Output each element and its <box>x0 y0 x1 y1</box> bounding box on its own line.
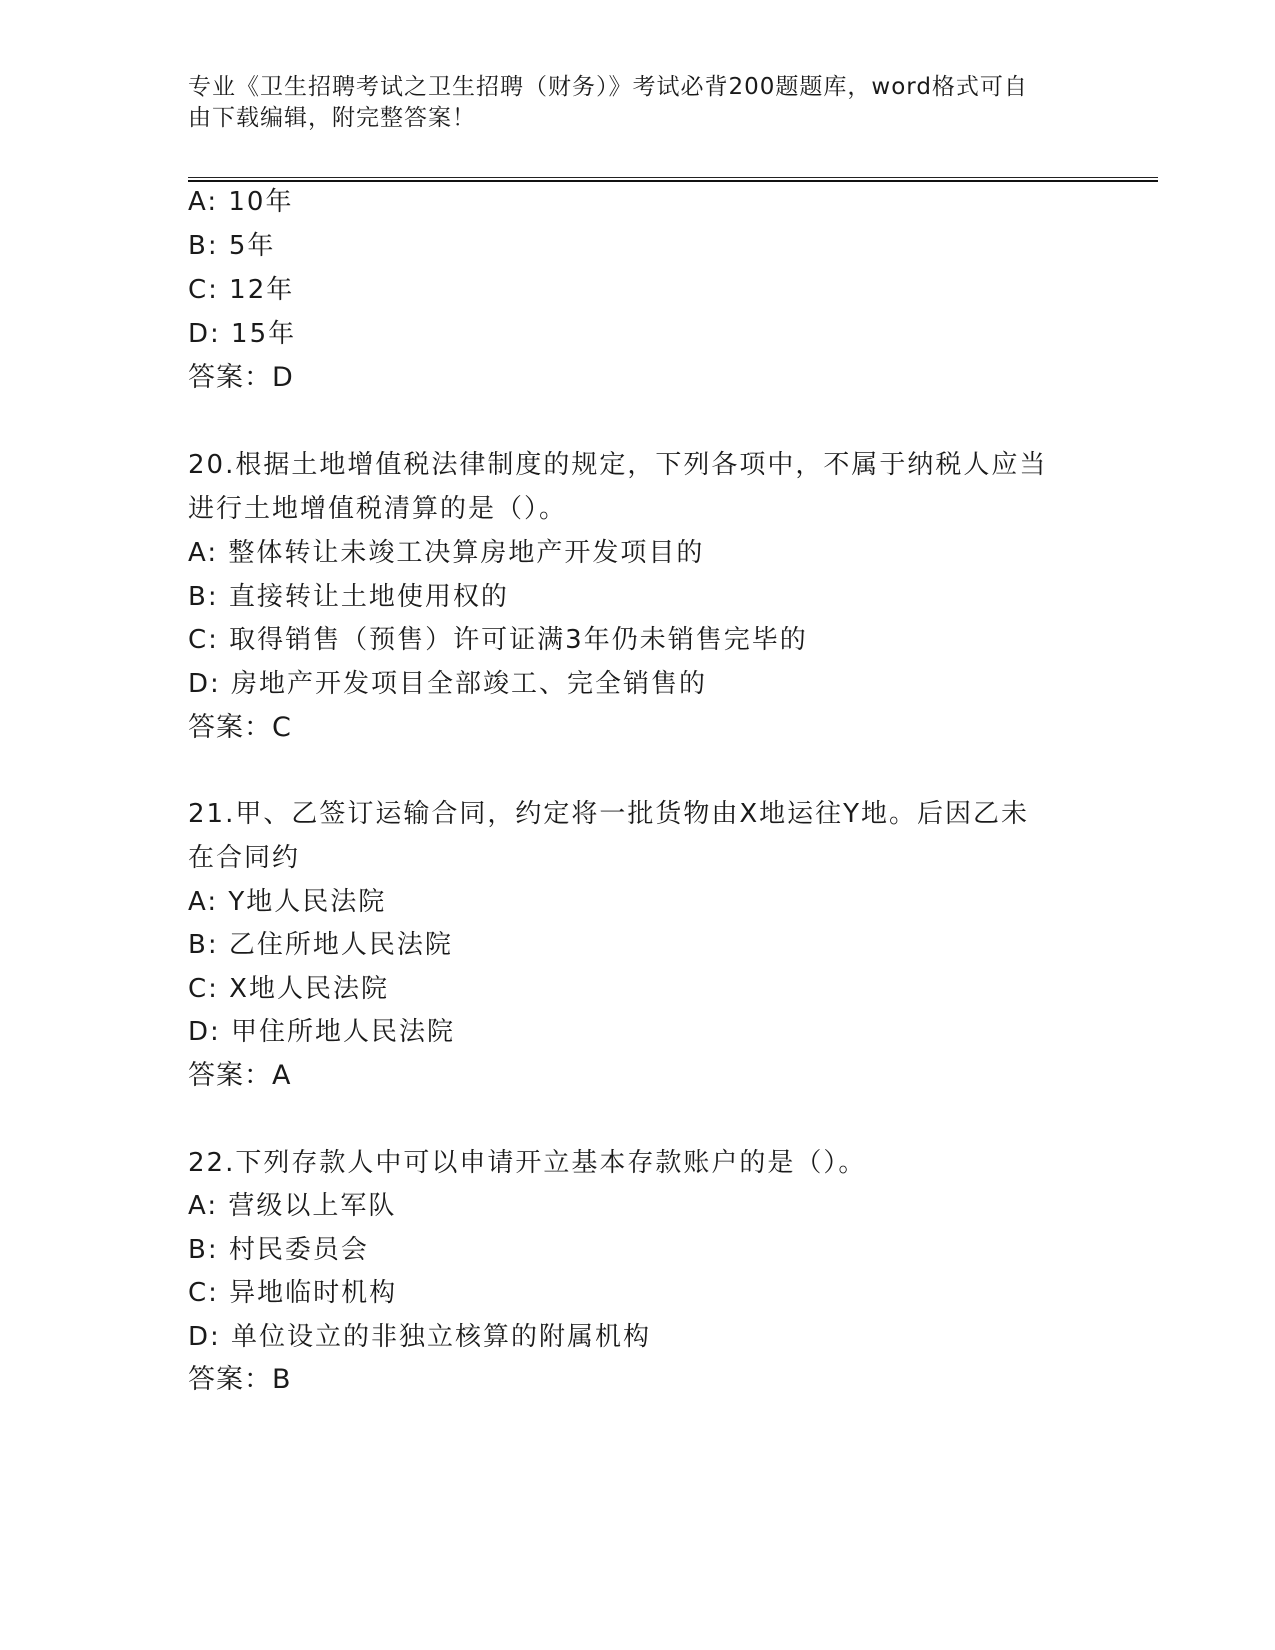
q20-option-d: D: 房地产开发项目全部竣工、完全销售的 <box>188 669 708 699</box>
q21-option-b: B: 乙住所地人民法院 <box>188 930 453 960</box>
q21-option-c: C: X地人民法院 <box>188 974 389 1004</box>
q19-option-d: D: 15年 <box>188 319 297 349</box>
q20-stem-line-2: 进行土地增值税清算的是（）。 <box>188 494 568 524</box>
q22-option-b: B: 村民委员会 <box>188 1235 369 1265</box>
q22-answer: 答案：B <box>188 1364 292 1395</box>
q21-option-a: A: Y地人民法院 <box>188 887 387 917</box>
q20-option-c: C: 取得销售（预售）许可证满3年仍未销售完毕的 <box>188 625 808 655</box>
q21-stem-line-2: 在合同约 <box>188 843 301 873</box>
q20-stem-line-1: 20.根据土地增值税法律制度的规定，下列各项中，不属于纳税人应当 <box>188 450 1048 480</box>
q20-answer: 答案：C <box>188 712 292 743</box>
q22-option-c: C: 异地临时机构 <box>188 1278 398 1308</box>
q19-option-a: A: 10年 <box>188 187 294 217</box>
q21-answer: 答案：A <box>188 1060 292 1091</box>
q22-stem-line-1: 22.下列存款人中可以申请开立基本存款账户的是（）。 <box>188 1148 867 1178</box>
document-header <box>188 72 1068 134</box>
header-line-2: 由下载编辑，附完整答案！ <box>188 105 476 131</box>
q21-option-d: D: 甲住所地人民法院 <box>188 1017 456 1047</box>
q22-option-d: D: 单位设立的非独立核算的附属机构 <box>188 1322 652 1352</box>
header-divider-thick <box>188 180 1158 182</box>
header-divider-thin <box>188 177 1158 178</box>
q19-option-b: B: 5年 <box>188 231 276 261</box>
q22-option-a: A: 营级以上军队 <box>188 1191 397 1221</box>
header-line-1: 专业《卫生招聘考试之卫生招聘（财务）》考试必背200题题库，word格式可自 <box>188 74 1028 100</box>
q19-option-c: C: 12年 <box>188 275 295 305</box>
q19-answer: 答案：D <box>188 362 294 393</box>
q21-stem-line-1: 21.甲、乙签订运输合同，约定将一批货物由X地运往Y地。后因乙未 <box>188 799 1030 829</box>
q20-option-a: A: 整体转让未竣工决算房地产开发项目的 <box>188 538 705 568</box>
q20-option-b: B: 直接转让土地使用权的 <box>188 582 509 612</box>
